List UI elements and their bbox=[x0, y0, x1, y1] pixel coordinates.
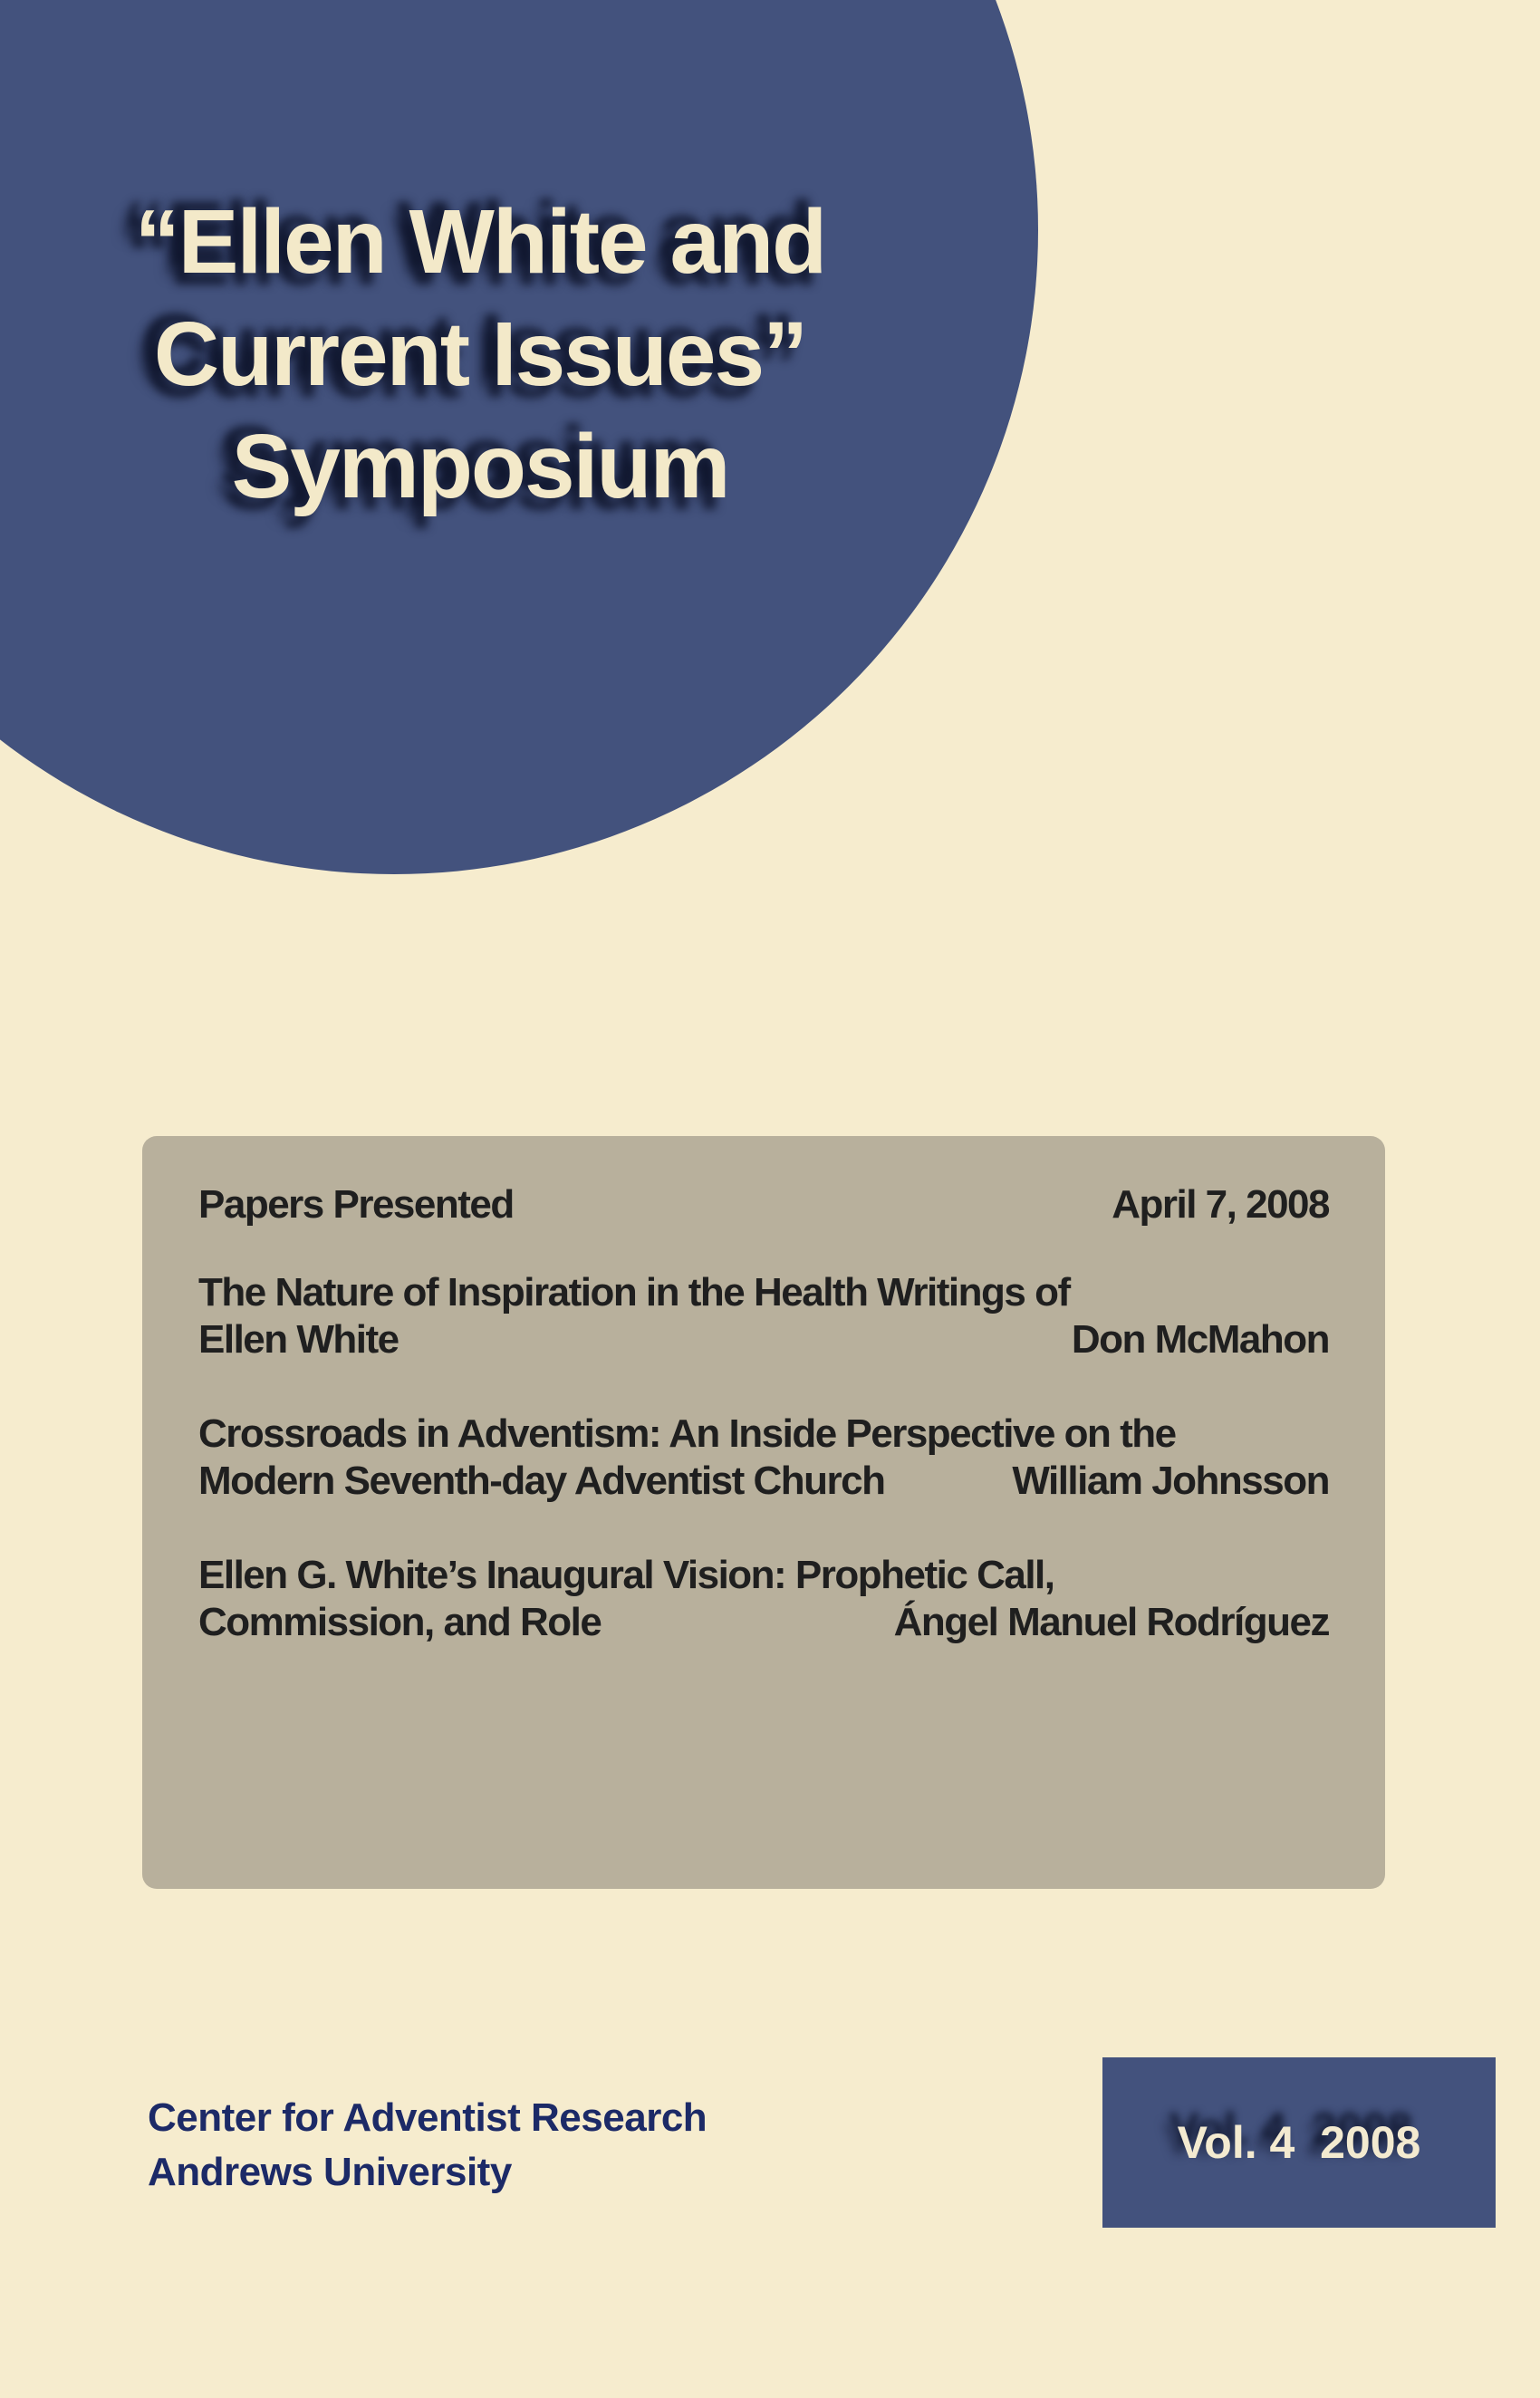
volume-box bbox=[1102, 2057, 1496, 2228]
symposium-date: April 7, 2008 bbox=[1112, 1182, 1329, 1227]
volume-label: Vol. 4 2008 bbox=[1177, 2117, 1421, 2168]
paper-3-title-line-1: Ellen G. White’s Inaugural Vision: Prophetic Call, bbox=[198, 1553, 1054, 1597]
paper-1-title-line-2: Ellen White bbox=[198, 1317, 399, 1362]
paper-2-title-line-2: Modern Seventh-day Adventist Church bbox=[198, 1459, 885, 1503]
paper-2-title-author-row bbox=[198, 1458, 1329, 1505]
paper-2-title-line-1: Crossroads in Adventism: An Inside Perspective on the bbox=[198, 1411, 1176, 1456]
paper-1-author: Don McMahon bbox=[1071, 1317, 1329, 1362]
paper-3-title-author-row bbox=[198, 1599, 1329, 1646]
organization-name: Center for Adventist Research bbox=[148, 2095, 707, 2140]
university-name: Andrews University bbox=[148, 2150, 512, 2194]
paper-1-title-line-1: The Nature of Inspiration in the Health Writings of bbox=[198, 1270, 1070, 1315]
paper-3-title-line-2: Commission, and Role bbox=[198, 1600, 602, 1644]
paper-entry-2 bbox=[198, 1411, 1329, 1505]
cover-title-line-1: “Ellen White and bbox=[134, 191, 826, 293]
paper-2-author: William Johnsson bbox=[1012, 1459, 1329, 1503]
organization-block bbox=[148, 2091, 707, 2200]
papers-panel bbox=[142, 1136, 1385, 1889]
papers-presented-label: Papers Presented bbox=[198, 1182, 514, 1227]
paper-3-author: Ángel Manuel Rodríguez bbox=[893, 1600, 1329, 1644]
paper-entry-1 bbox=[198, 1269, 1329, 1363]
cover-title bbox=[54, 186, 906, 523]
papers-panel-header bbox=[198, 1181, 1329, 1228]
cover-title-line-3: Symposium bbox=[231, 416, 729, 517]
paper-1-title-author-row bbox=[198, 1316, 1329, 1363]
cover-title-line-2: Current Issues” bbox=[153, 303, 807, 405]
paper-entry-3 bbox=[198, 1552, 1329, 1646]
